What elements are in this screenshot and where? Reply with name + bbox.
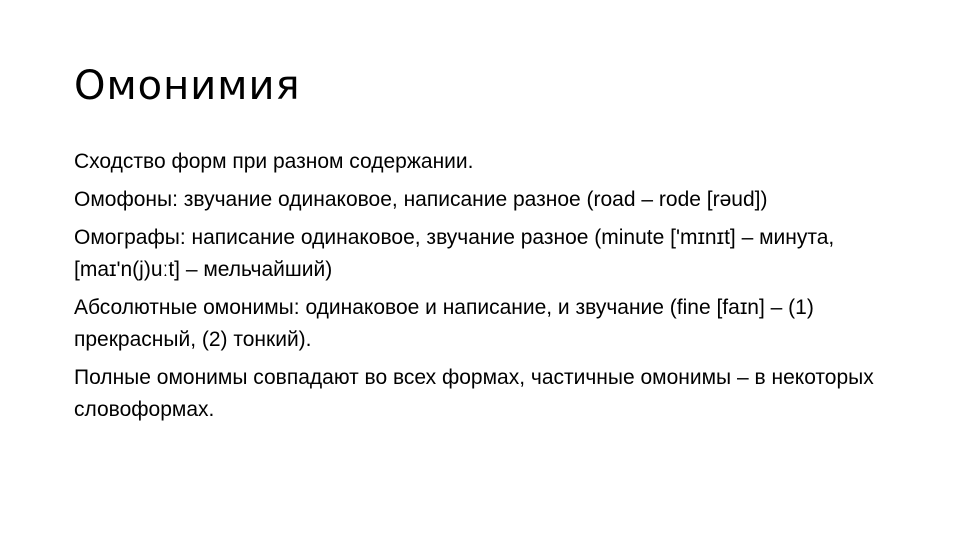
paragraph-homophones: Омофоны: звучание одинаковое, написание разное (road – rode [rəud]) xyxy=(74,188,768,211)
slide-title: Омонимия xyxy=(74,63,301,109)
paragraph-full-partial-homonyms: Полные омонимы совпадают во всех формах, частичные омонимы – в некоторых словоформах. xyxy=(74,366,874,421)
paragraph-definition: Сходство форм при разном содержании. xyxy=(74,150,474,173)
paragraph-absolute-homonyms: Абсолютные омонимы: одинаковое и написание, и звучание (fine [faɪn] – (1) прекрасный, (2) тонкий). xyxy=(74,296,814,351)
paragraph-homographs: Омографы: написание одинаковое, звучание разное (minute ['mɪnɪt] – минута, [maɪ'n(j)uːt] – мельчайший) xyxy=(74,226,835,281)
slide-body xyxy=(74,146,894,432)
